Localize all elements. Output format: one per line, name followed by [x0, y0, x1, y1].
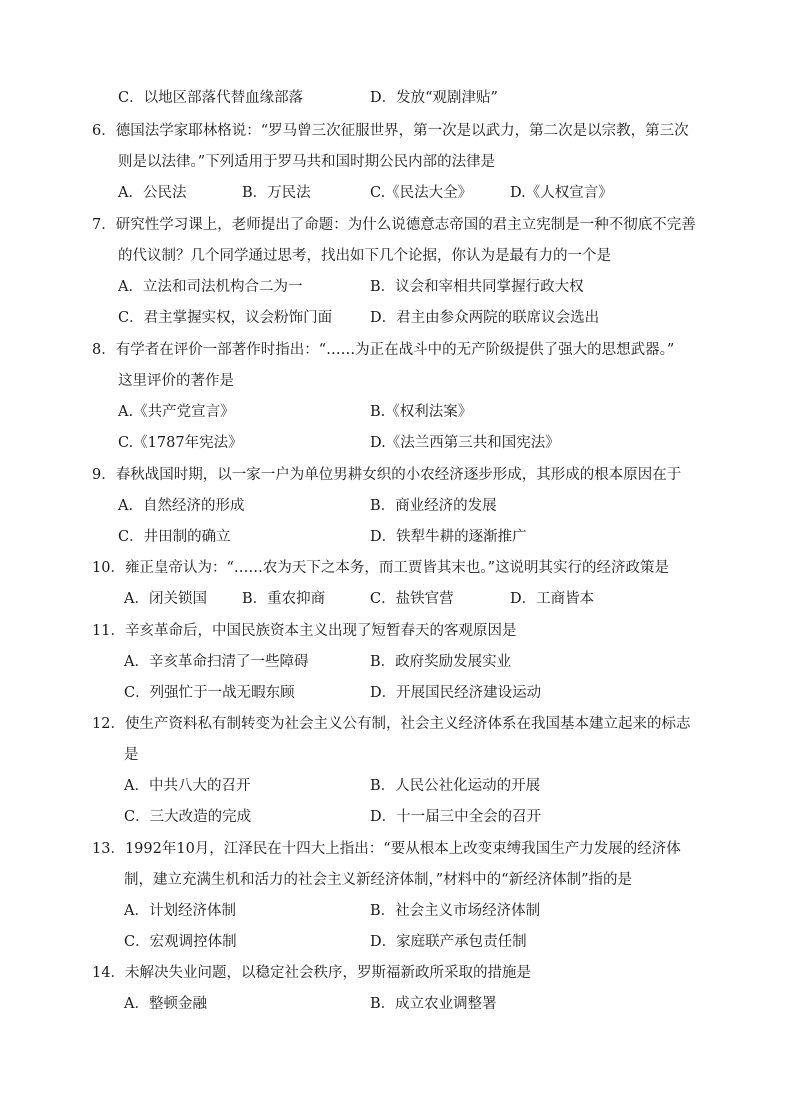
option-a: A．公民法 — [118, 185, 187, 201]
option-d: D.《法兰西第三共和国宪法》 — [370, 435, 560, 451]
option-c: C．列强忙于一战无暇东顾 — [124, 685, 295, 701]
option-c: C．井田制的确立 — [118, 529, 231, 545]
option-c: C．盐铁官营 — [370, 591, 454, 607]
question-7-stem-line-2: 的代议制？几个同学通过思考，找出如下几个论据，你认为是最有力的一个是 — [118, 248, 611, 264]
question-6-stem-line-1: 6．德国法学家耶林格说：“罗马曾三次征服世界，第一次是以武力，第二次是以宗教，第三次 — [92, 123, 689, 139]
option-c: C．以地区部落代替血缘部落 — [118, 90, 304, 106]
option-b: B．人民公社化运动的开展 — [370, 778, 541, 794]
question-12-stem-line-2: 是 — [124, 747, 139, 763]
question-8-stem-line-1: 8．有学者在评价一部著作时指出：“……为正在战斗中的无产阶级提供了强大的思想武器。” — [92, 342, 675, 358]
question-13-stem-line-1: 13．1992年10月，江泽民在十四大上指出：“要从根本上改变束缚我国生产力发展的经济体 — [92, 841, 681, 857]
option-c: C．宏观调控体制 — [124, 934, 237, 950]
option-a: A．立法和司法机构合二为一 — [118, 279, 303, 295]
option-d: D．开展国民经济建设运动 — [370, 685, 542, 701]
option-b: B．成立农业调整署 — [370, 996, 497, 1012]
option-d: D．家庭联产承包责任制 — [370, 934, 527, 950]
option-b: B．议会和宰相共同掌握行政大权 — [370, 279, 584, 295]
question-8-stem-line-2: 这里评价的著作是 — [118, 373, 234, 389]
option-c: C.《民法大全》 — [370, 185, 473, 201]
option-a: A.《共产党宣言》 — [118, 404, 235, 420]
option-d: D.《人权宣言》 — [510, 185, 613, 201]
option-d: D．发放“观剧津贴” — [370, 90, 498, 106]
question-12-stem-line-1: 12．使生产资料私有制转变为社会主义公有制，社会主义经济体系在我国基本建立起来的标志 — [92, 716, 691, 732]
question-7-stem-line-1: 7．研究性学习课上，老师提出了命题：为什么说德意志帝国的君主立宪制是一种不彻底不完善 — [92, 217, 696, 233]
question-13-stem-line-2: 制，建立充满生机和活力的社会主义新经济体制，”材料中的“新经济体制”指的是 — [124, 872, 632, 888]
option-b: B．商业经济的发展 — [370, 498, 497, 514]
option-b: B.《权利法案》 — [370, 404, 473, 420]
option-b: B．政府奖励发展实业 — [370, 654, 512, 670]
option-c: C．君主掌握实权，议会粉饰门面 — [118, 310, 333, 326]
option-b: B．社会主义市场经济体制 — [370, 903, 541, 919]
question-10-stem: 10．雍正皇帝认为：“……农为天下之本务，而工贾皆其末也。”这说明其实行的经济政策是 — [92, 560, 670, 576]
option-b: B．重农抑商 — [242, 591, 326, 607]
question-11-stem: 11．辛亥革命后，中国民族资本主义出现了短暂春天的客观原因是 — [92, 623, 517, 639]
option-d: D．君主由参众两院的联席议会选出 — [370, 310, 600, 326]
option-c: C．三大改造的完成 — [124, 809, 252, 825]
question-9-stem: 9．春秋战国时期，以一家一户为单位男耕女织的小农经济逐步形成，其形成的根本原因在于 — [92, 467, 682, 483]
option-a: A．整顿金融 — [124, 996, 207, 1012]
option-a: A．辛亥革命扫清了一些障碍 — [124, 654, 309, 670]
option-c: C.《1787年宪法》 — [118, 435, 243, 451]
option-d: D．铁犁牛耕的逐渐推广 — [370, 529, 527, 545]
question-14-stem: 14．未解决失业问题，以稳定社会秩序，罗斯福新政所采取的措施是 — [92, 965, 531, 981]
option-a: A．自然经济的形成 — [118, 498, 245, 514]
option-a: A．闭关锁国 — [124, 591, 207, 607]
question-6-stem-line-2: 则是以法律。”下列适用于罗马共和国时期公民内部的法律是 — [118, 154, 496, 170]
option-d: D．十一届三中全会的召开 — [370, 809, 542, 825]
option-a: A．中共八大的召开 — [124, 778, 251, 794]
option-a: A．计划经济体制 — [124, 903, 236, 919]
option-d: D．工商皆本 — [510, 591, 595, 607]
option-b: B．万民法 — [242, 185, 311, 201]
